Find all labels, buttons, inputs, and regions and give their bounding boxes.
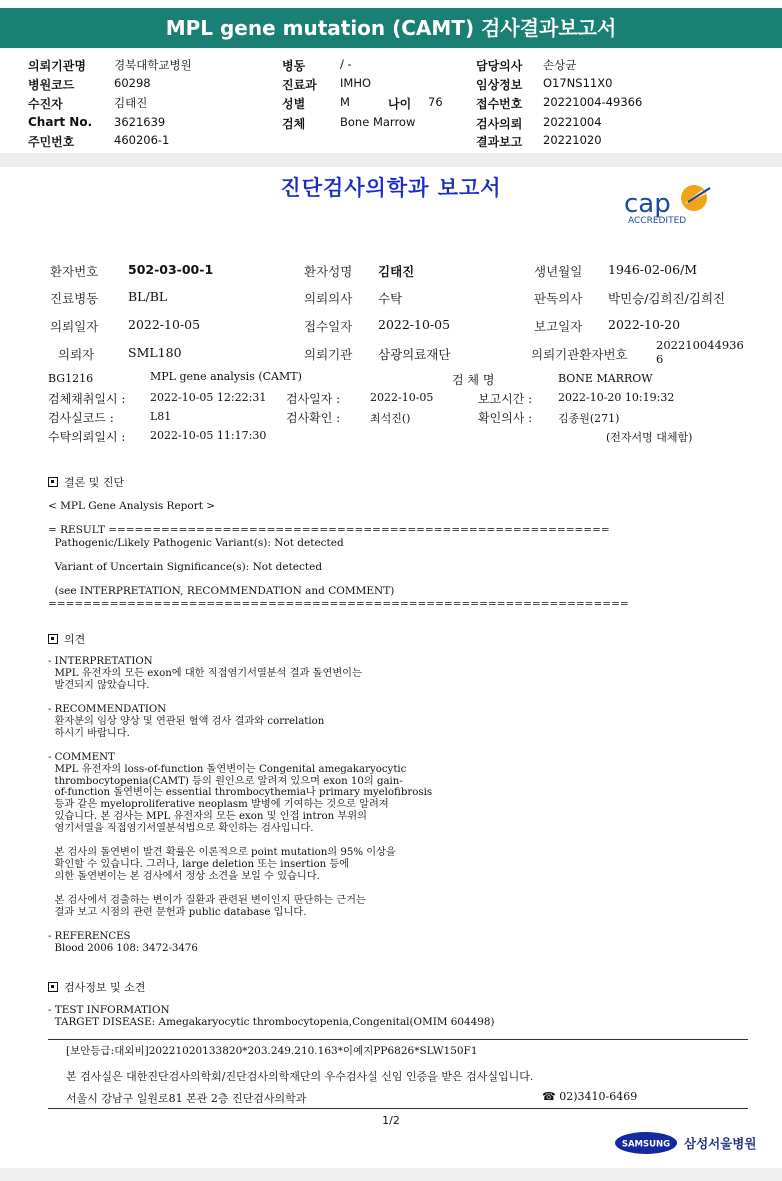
confirm-doc-value: 김종원(271) <box>558 412 620 425</box>
opinion-body: - INTERPRETATION MPL 유전자의 모든 exon에 대한 직접염기서열분석 결과 돌연변이는 발견되지 않았습니다. - RECOMMENDATION 환자분의 임상 양상 및 연관된 혈액 검사 결과와 correlation 하시기 바랍니다. - COMMENT MPL 유전자의 loss-of-function 돌연변이는 Congenital amegakaryocytic thrombocytopenia(CAMT) 등의 원인으로 알려져 있으며 exon 10의 gain- of-function 돌연변이는 essential thrombocythemia나 primary myelofibrosis 등과 같은 myeloproliferative neoplasm 발병에 기여하는 것으로 알려져 있습니다. 본 검사는 MPL 유전자의 모든 exon 및 인접 intron 부위의 염기서열을 직접염기서열분석법으로 확인하는 검사입니다. 본 검사의 돌연변이 발견 확률은 이론적으로 point mutation의 95% 이상을 확인할 수 있습니다. 그러나, large deletion 또는 insertion 등에 의한 돌연변이는 본 검사에서 정상 소견을 보일 수 있습니다. 본 검사에서 검출하는 변이가 질환과 관련된 변이인지 판단하는 근거는 결과 보고 시점의 관련 문헌과 public database 입니다. - REFERENCES Blood 2006 108: 3472-3476 <box>48 656 433 954</box>
pi-name-value: 김태진 <box>378 264 415 279</box>
security-stamp: [보안등급:대외비]20221020133820*203.249.210.163*이예지PP6826*SLW150F1 <box>66 1045 478 1057</box>
pi-repdate-label: 보고일자 <box>534 319 583 334</box>
pi-reqdoc-label: 의뢰의사 <box>304 291 353 306</box>
pi-dob-label: 생년월일 <box>534 264 583 279</box>
specimen-value: Bone Marrow <box>340 115 416 129</box>
dept-label: 진료과 <box>282 78 317 92</box>
section-box-icon <box>48 477 58 487</box>
pi-repdate-value: 2022-10-20 <box>608 317 681 332</box>
report-time-value: 2022-10-20 10:19:32 <box>558 391 675 404</box>
report-title-bar: MPL gene mutation (CAMT) 검사결과보고서 <box>0 8 782 48</box>
clinical-label: 임상정보 <box>476 78 523 92</box>
confirm-value: 최석진() <box>370 412 411 425</box>
code-label: 병원코드 <box>28 78 75 92</box>
pi-recdate-label: 접수일자 <box>304 319 353 334</box>
doctor-value: 손상균 <box>543 58 577 72</box>
sex-label: 성별 <box>282 97 306 111</box>
separator-band <box>0 153 782 167</box>
lab-phone: ☎ 02)3410-6469 <box>542 1090 638 1103</box>
test-specimen-value: BONE MARROW <box>558 372 653 385</box>
age-value: 76 <box>428 95 443 109</box>
section-box-icon <box>48 982 58 992</box>
pi-inst-label: 의뢰기관 <box>304 347 353 362</box>
report-time-label: 보고시간 : <box>478 392 533 406</box>
pi-id-label: 환자번호 <box>50 264 99 279</box>
hospital-row <box>28 57 86 74</box>
specimen-label: 검체 <box>282 117 306 131</box>
footer-rule-top <box>48 1039 748 1040</box>
conclusion-heading: 결론 및 진단 <box>48 474 124 490</box>
pi-requester-value: SML180 <box>128 345 182 360</box>
patient-label: 수진자 <box>28 97 63 111</box>
pi-instpt-label: 의뢰기관환자번호 <box>531 347 628 362</box>
conclusion-body: < MPL Gene Analysis Report > = RESULT ========================================================= Pathogenic/Likely Pathogenic Variant(s): Not detected Variant of Uncertain Significance(s): Not detected (see INTERPRETATION, RECOMMENDATION and COMMENT) ================================================================== <box>48 500 629 610</box>
test-date-value: 2022-10-05 <box>370 391 434 404</box>
code-value: 60298 <box>114 76 151 90</box>
rrn-value: 460206-1 <box>114 133 170 147</box>
pi-reading-label: 판독의사 <box>534 291 583 306</box>
reception-label: 접수번호 <box>476 97 523 111</box>
ward-value: / - <box>340 57 352 71</box>
pi-ward-label: 진료병동 <box>50 291 99 306</box>
confirm-doc-label: 확인의사 : <box>478 411 533 425</box>
confirm-label: 검사확인 : <box>286 411 341 425</box>
room-label: 검사실코드 : <box>48 411 114 425</box>
patient-value: 김태진 <box>114 96 148 110</box>
pi-instpt-value-line2: 6 <box>656 352 664 366</box>
page-number: 1/2 <box>382 1114 400 1127</box>
pi-dob-value: 1946-02-06/M <box>608 262 698 277</box>
dept-value: IMHO <box>340 76 372 90</box>
pi-inst-value: 삼광의료재단 <box>378 347 451 362</box>
footer-rule-bottom <box>48 1108 748 1109</box>
collect-label: 검체채취일시 : <box>48 392 126 406</box>
pi-requester-label: 의뢰자 <box>58 347 95 362</box>
request-label: 검사의뢰 <box>476 117 523 131</box>
cap-logo-subtext: ACCREDITED <box>628 216 687 226</box>
sex-value: M <box>340 95 350 109</box>
pi-recdate-value: 2022-10-05 <box>378 317 451 332</box>
room-value: L81 <box>150 410 172 423</box>
hospital-name-logo: 삼성서울병원 <box>684 1136 757 1151</box>
collect-value: 2022-10-05 12:22:31 <box>150 391 267 404</box>
pi-ward-value: BL/BL <box>128 289 168 304</box>
test-specimen-label: 검 체 명 <box>452 373 495 387</box>
hospital-value: 경북대학교병원 <box>114 58 192 72</box>
test-date-label: 검사일자 : <box>286 392 341 406</box>
cert-statement: 본 검사실은 대한진단검사의학회/진단검사의학재단의 우수검사실 신임 인증을 받은 검사실입니다. <box>66 1070 534 1083</box>
lab-report-title: 진단검사의학과 보고서 <box>280 175 502 200</box>
opinion-heading: 의견 <box>48 631 85 647</box>
bottom-band <box>0 1168 782 1181</box>
test-name: MPL gene analysis (CAMT) <box>150 370 302 383</box>
request-value: 20221004 <box>543 115 602 129</box>
esign-note: (전자서명 대체함) <box>606 431 693 444</box>
age-label: 나이 <box>388 97 412 111</box>
report-date-label: 결과보고 <box>476 135 523 149</box>
hospital-label: 의뢰기관명 <box>28 59 86 73</box>
pi-reqdate-label: 의뢰일자 <box>50 319 99 334</box>
pi-reading-value: 박민승/김희진/김희진 <box>608 291 726 306</box>
clinical-value: O17NS11X0 <box>543 76 613 90</box>
chart-value: 3621639 <box>114 115 166 129</box>
info-heading: 검사정보 및 소견 <box>48 979 145 995</box>
pi-reqdate-value: 2022-10-05 <box>128 317 201 332</box>
samsung-logo-text: SAMSUNG <box>621 1139 671 1150</box>
pi-instpt-value-line1: 202210044936 <box>656 338 744 352</box>
samsung-logo <box>614 1131 678 1155</box>
report-date-value: 20221020 <box>543 133 602 147</box>
doctor-label: 담당의사 <box>476 59 523 73</box>
pi-reqdoc-value: 수탁 <box>378 291 403 306</box>
test-code: BG1216 <box>48 372 94 385</box>
rrn-label: 주민번호 <box>28 135 75 149</box>
info-body: - TEST INFORMATION TARGET DISEASE: Amegakaryocytic thrombocytopenia,Congenital(OMIM 604498) <box>48 1004 495 1028</box>
cap-logo-text: cap <box>624 189 671 219</box>
outsourced-label: 수탁의뢰일시 : <box>48 430 126 444</box>
cap-accredited-logo <box>622 182 732 226</box>
pi-id-value: 502-03-00-1 <box>128 262 214 277</box>
ward-label: 병동 <box>282 59 306 73</box>
chart-label: Chart No. <box>28 115 93 129</box>
section-box-icon <box>48 634 58 644</box>
outsourced-value: 2022-10-05 11:17:30 <box>150 429 267 442</box>
pi-name-label: 환자성명 <box>304 264 353 279</box>
reception-value: 20221004-49366 <box>543 95 643 109</box>
lab-address: 서울시 강남구 일원로81 본관 2층 진단검사의학과 <box>66 1092 307 1105</box>
